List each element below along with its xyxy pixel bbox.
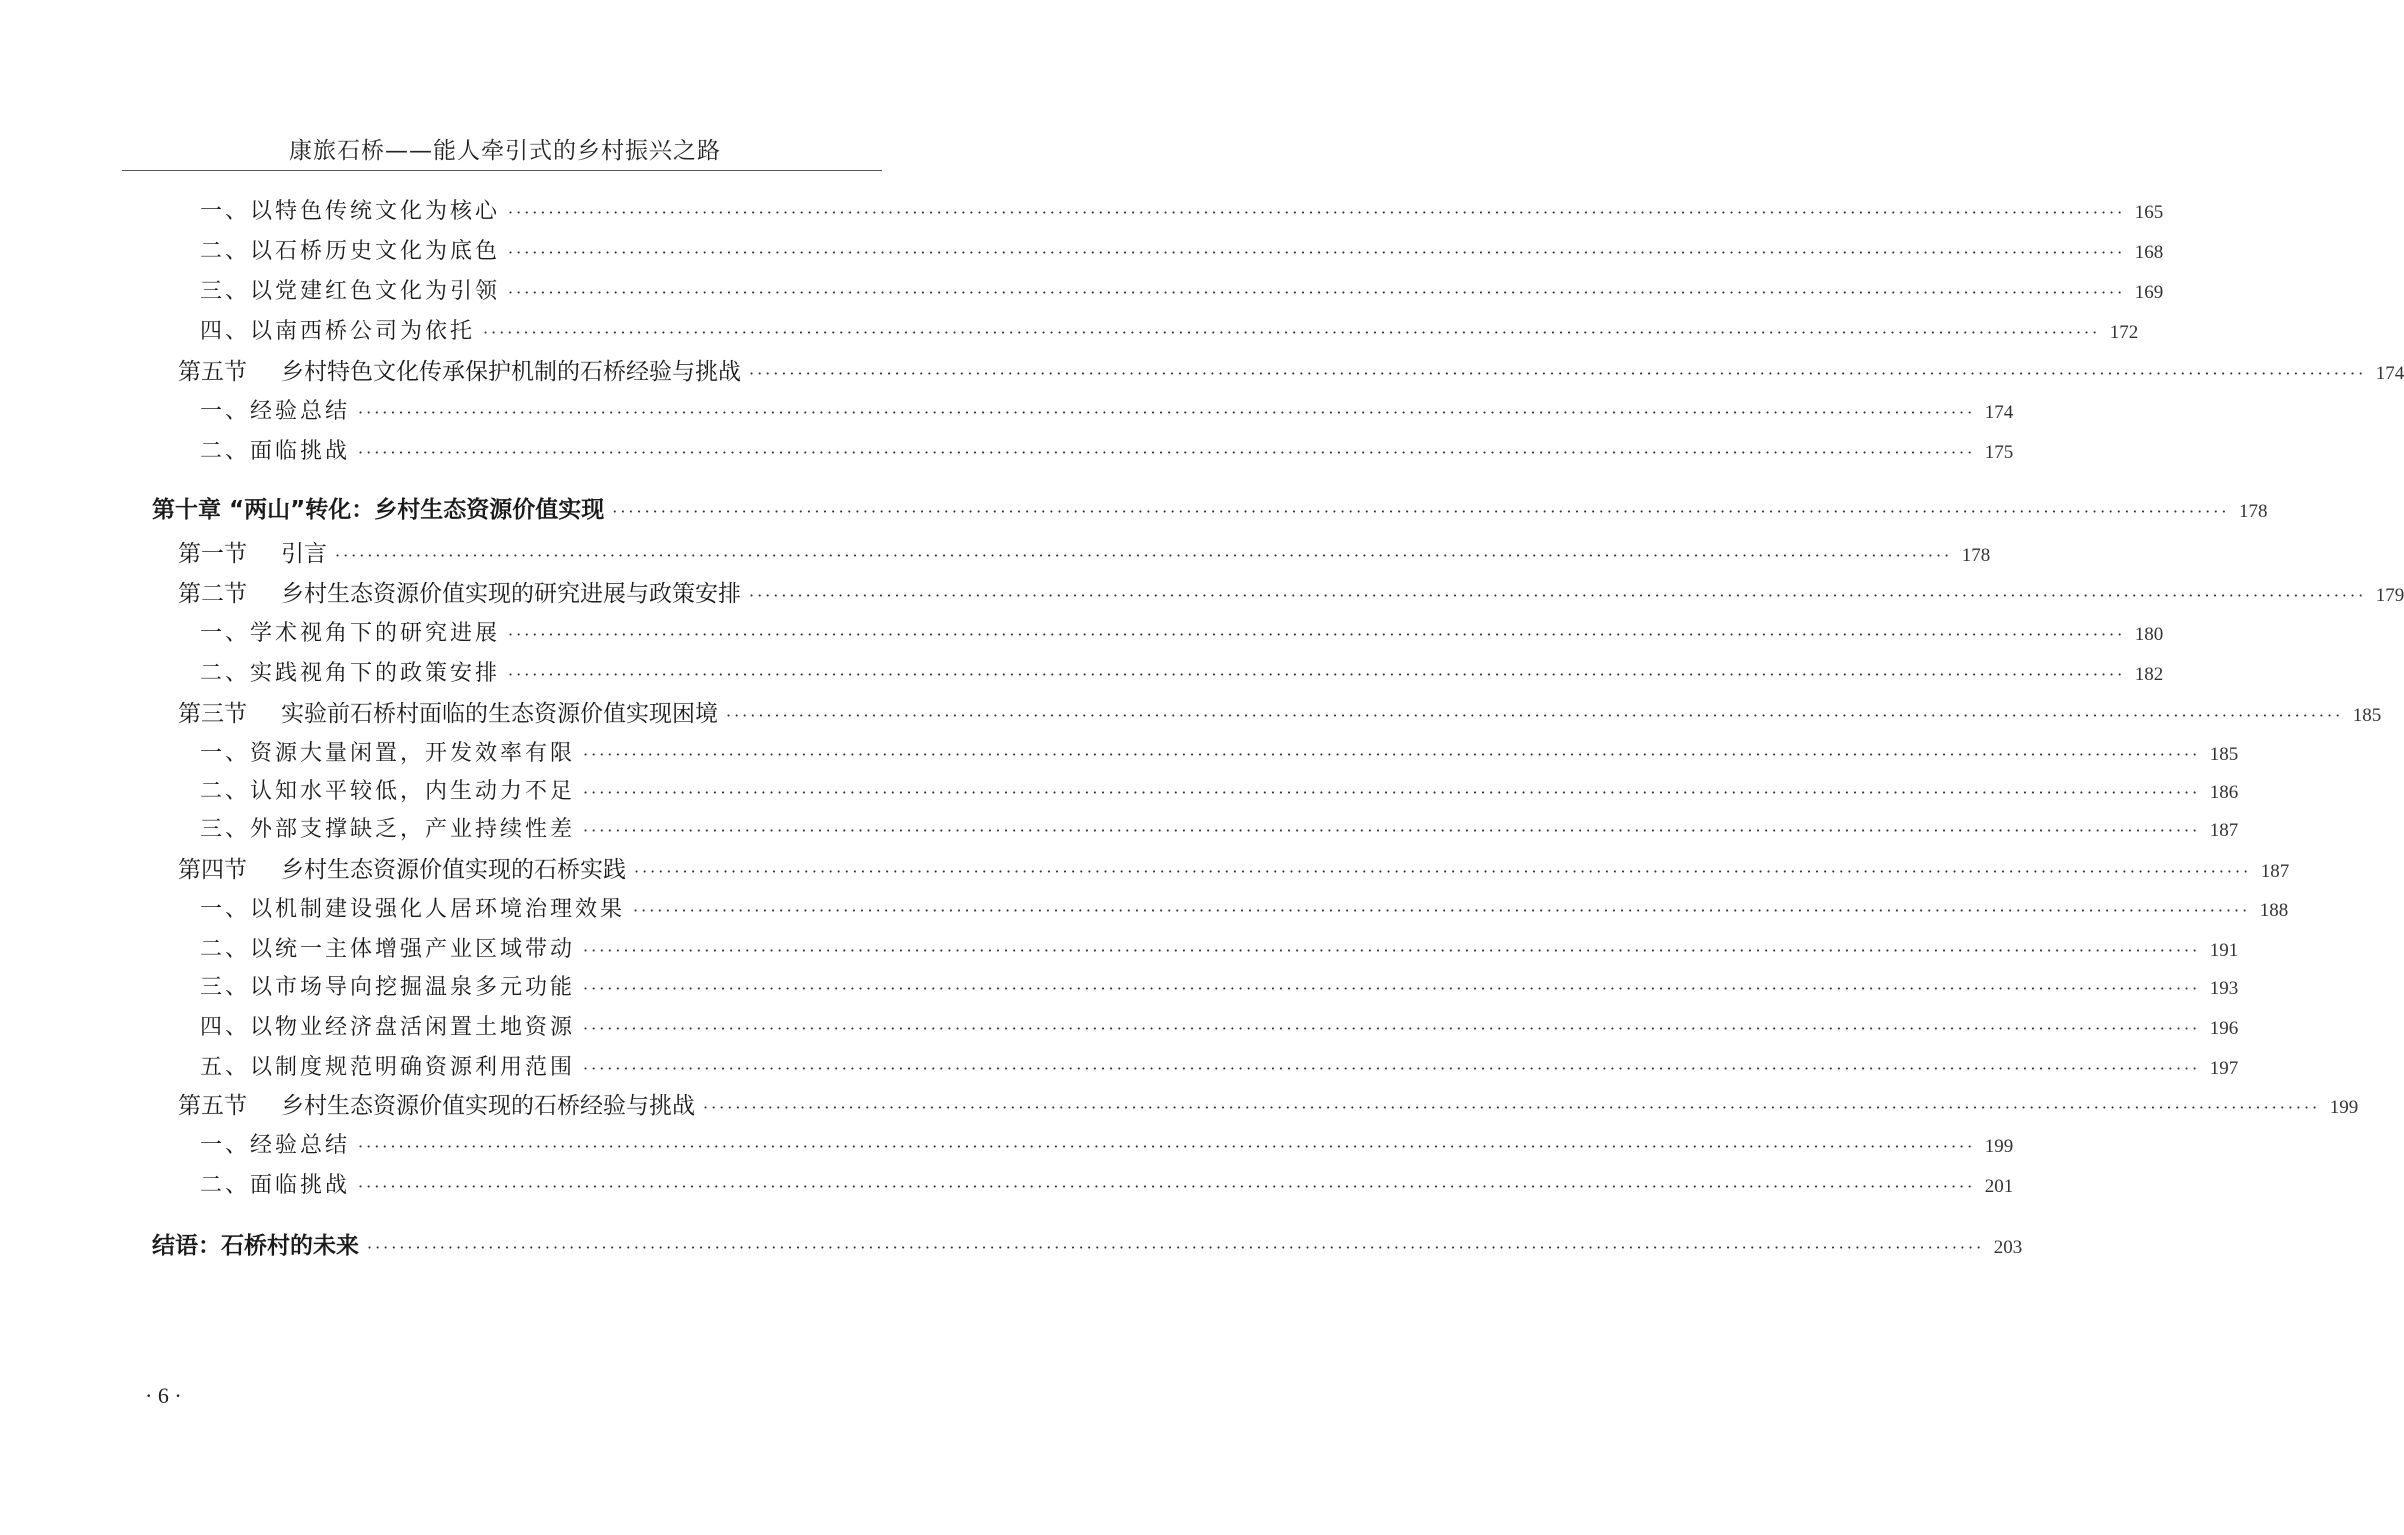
toc-entry (200, 394, 2014, 430)
section-title: 实验前石桥村面临的生态资源价值实现困境 (281, 701, 718, 727)
toc-page-number: 188 (2259, 900, 2289, 921)
toc-entry (178, 576, 2404, 612)
toc-entry-title: 三、以市场导向挖掘温泉多元功能 (200, 975, 576, 1000)
dot-leader: ········································································································································································································ (612, 502, 2230, 521)
toc-entry (178, 1088, 2359, 1124)
toc-entry (200, 1128, 2014, 1164)
dot-leader: ········································································································································································································ (583, 821, 2201, 840)
dot-leader: ········································································································································································································ (483, 323, 2101, 342)
toc-page-number: 175 (1984, 442, 2014, 463)
toc-page-number: 169 (2134, 282, 2164, 303)
dot-leader: ········································································································································································································ (367, 1238, 1985, 1257)
dot-leader: ········································································································································································································ (583, 941, 2201, 960)
toc-page-number: 180 (2134, 624, 2164, 645)
section-title: 乡村特色文化传承保护机制的石桥经验与挑战 (281, 359, 741, 385)
toc-entry-title: 二、实践视角下的政策安排 (200, 661, 501, 686)
section-number: 第五节 (178, 359, 247, 385)
toc-entry-title: 二、以统一主体增强产业区域带动 (200, 937, 576, 962)
toc-page-number: 203 (1993, 1237, 2023, 1258)
toc-entry-title: 三、外部支撑缺乏，产业持续性差 (200, 817, 576, 842)
toc-page-number: 174 (2375, 363, 2404, 384)
toc-page-number: 197 (2209, 1058, 2239, 1079)
toc-entry (200, 1050, 2239, 1086)
section-title: 乡村生态资源价值实现的石桥实践 (281, 857, 626, 883)
toc-entry-title: 二、认知水平较低，内生动力不足 (200, 779, 576, 804)
dot-leader: ········································································································································································································ (358, 1177, 1976, 1196)
toc-entry-title (178, 696, 718, 732)
section-title: 乡村生态资源价值实现的研究进展与政策安排 (281, 581, 741, 607)
toc-entry (200, 774, 2239, 810)
toc-entry-title: 结语：石桥村的未来 (152, 1233, 359, 1259)
toc-entry-title: 第十章 “两山”转化：乡村生态资源价值实现 (152, 497, 605, 523)
section-number: 第一节 (178, 541, 247, 567)
dot-leader: ········································································································································································································ (749, 586, 2367, 605)
toc-page-number: 174 (1984, 402, 2014, 423)
toc-entry (178, 696, 2382, 732)
dot-leader: ········································································································································································································ (508, 203, 2126, 222)
toc-entry-title: 二、面临挑战 (200, 1173, 351, 1198)
toc-entry (178, 354, 2404, 390)
dot-leader: ········································································································································································································ (508, 665, 2126, 684)
toc-entry (200, 656, 2164, 692)
toc-page-number: 178 (2238, 501, 2268, 522)
toc-entry-title: 五、以制度规范明确资源利用范围 (200, 1055, 576, 1080)
dot-leader: ········································································································································································································ (583, 1059, 2201, 1078)
toc-entry-title: 二、面临挑战 (200, 439, 351, 464)
section-title: 乡村生态资源价值实现的石桥经验与挑战 (281, 1093, 695, 1119)
toc-entry-title: 四、以南西桥公司为依托 (200, 319, 476, 344)
running-header: 康旅石桥——能人牵引式的乡村振兴之路 (289, 138, 721, 164)
toc-entry (178, 536, 1991, 572)
toc-entry-title: 一、经验总结 (200, 399, 351, 424)
toc-entry-title: 一、资源大量闲置，开发效率有限 (200, 741, 576, 766)
toc-entry (200, 194, 2164, 230)
toc-entry (200, 616, 2164, 652)
toc-entry-title: 一、以特色传统文化为核心 (200, 199, 501, 224)
dot-leader: ········································································································································································································ (634, 862, 2252, 881)
dot-leader: ········································································································································································································ (583, 783, 2201, 802)
toc-page-number: 201 (1984, 1176, 2014, 1197)
section-number: 第三节 (178, 701, 247, 727)
toc-entry (200, 1168, 2014, 1204)
toc-entry-title: 二、以石桥历史文化为底色 (200, 239, 501, 264)
toc-entry (152, 492, 2268, 528)
toc-page-number: 199 (2329, 1097, 2359, 1118)
toc-page-number: 165 (2134, 202, 2164, 223)
page-number: · 6 · (145, 1383, 182, 1408)
toc-entry (200, 234, 2164, 270)
toc-entry (200, 970, 2239, 1006)
dot-leader: ········································································································································································································ (358, 403, 1976, 422)
header-rule (122, 170, 882, 171)
toc-entry (200, 736, 2239, 772)
toc-entry (200, 812, 2239, 848)
toc-entry-title (178, 1088, 695, 1124)
toc-entry (200, 274, 2164, 310)
toc-entry (152, 1228, 2023, 1264)
toc-page-number: 199 (1984, 1136, 2014, 1157)
toc-page-number: 185 (2209, 744, 2239, 765)
toc-entry (178, 852, 2290, 888)
toc-page-number: 168 (2134, 242, 2164, 263)
toc-entry-title: 四、以物业经济盘活闲置土地资源 (200, 1015, 576, 1040)
toc-page-number: 179 (2375, 585, 2404, 606)
toc-page-number: 187 (2260, 861, 2290, 882)
dot-leader: ········································································································································································································ (358, 1137, 1976, 1156)
section-number: 第五节 (178, 1093, 247, 1119)
dot-leader: ········································································································································································································ (508, 243, 2126, 262)
toc-entry (200, 932, 2239, 968)
section-number: 第二节 (178, 581, 247, 607)
toc-entry (200, 434, 2014, 470)
toc-page-number: 196 (2209, 1018, 2239, 1039)
toc-entry-title: 三、以党建红色文化为引领 (200, 279, 501, 304)
dot-leader: ········································································································································································································ (358, 443, 1976, 462)
dot-leader: ········································································································································································································ (749, 364, 2367, 383)
toc-entry-title (178, 576, 741, 612)
toc-entry (200, 892, 2289, 928)
toc-entry (200, 1010, 2239, 1046)
dot-leader: ········································································································································································································ (508, 625, 2126, 644)
toc-page-number: 182 (2134, 664, 2164, 685)
toc-entry-title: 一、学术视角下的研究进展 (200, 621, 501, 646)
toc-page-number: 193 (2209, 978, 2239, 999)
dot-leader: ········································································································································································································ (583, 745, 2201, 764)
dot-leader: ········································································································································································································ (335, 546, 1953, 565)
toc-page-number: 185 (2352, 705, 2382, 726)
toc-entry-title: 一、以机制建设强化人居环境治理效果 (200, 897, 626, 922)
toc-entry-title (178, 536, 327, 572)
toc-page-number: 178 (1961, 545, 1991, 566)
toc-page-number: 172 (2109, 322, 2139, 343)
section-title: 引言 (281, 541, 327, 567)
section-number: 第四节 (178, 857, 247, 883)
toc-entry-title (178, 852, 626, 888)
dot-leader: ········································································································································································································ (703, 1098, 2321, 1117)
dot-leader: ········································································································································································································ (633, 901, 2251, 920)
toc-page-number: 186 (2209, 782, 2239, 803)
toc-page-number: 187 (2209, 820, 2239, 841)
toc-entry-title: 一、经验总结 (200, 1133, 351, 1158)
dot-leader: ········································································································································································································ (726, 706, 2344, 725)
toc-entry-title (178, 354, 741, 390)
toc-page-number: 191 (2209, 940, 2239, 961)
dot-leader: ········································································································································································································ (583, 1019, 2201, 1038)
toc-entry (200, 314, 2139, 350)
dot-leader: ········································································································································································································ (583, 979, 2201, 998)
dot-leader: ········································································································································································································ (508, 283, 2126, 302)
